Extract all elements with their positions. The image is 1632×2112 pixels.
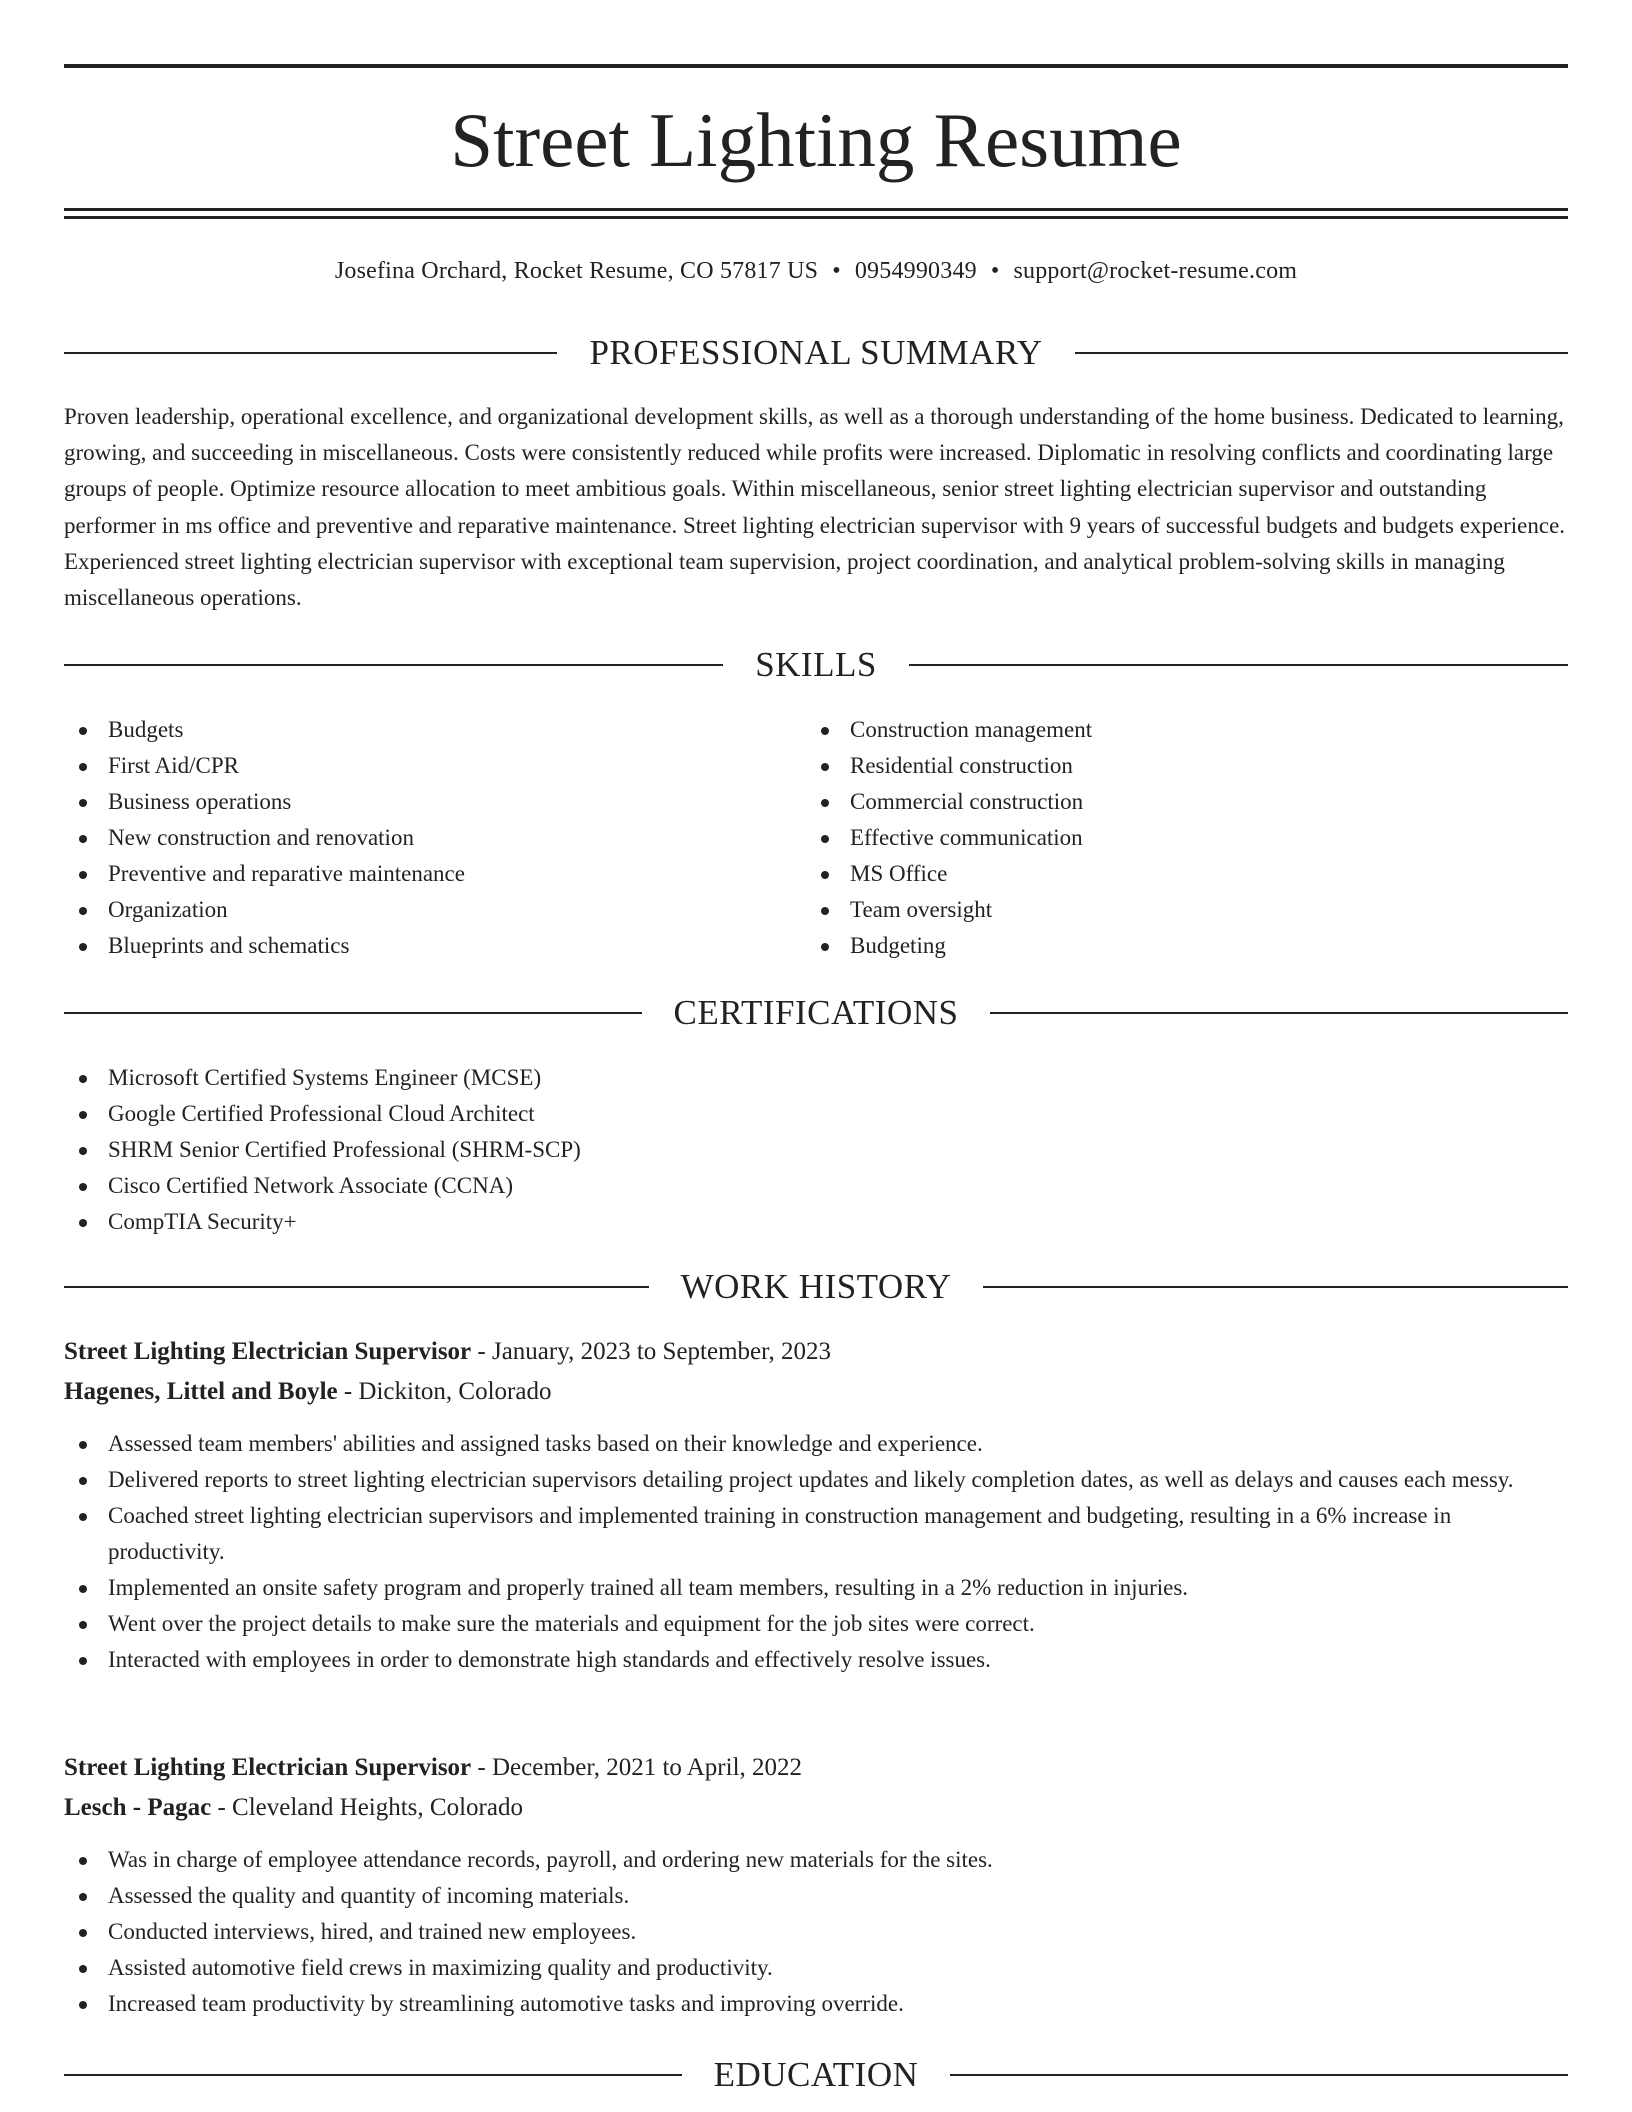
skill-item: First Aid/CPR	[64, 748, 764, 784]
job-title-line	[64, 1750, 1568, 1786]
job-bullet-list	[64, 1426, 1568, 1678]
job-company: Hagenes, Littel and Boyle	[64, 1378, 338, 1405]
skill-item: Construction management	[806, 712, 1506, 748]
skill-item: Effective communication	[806, 820, 1506, 856]
skill-item: Commercial construction	[806, 784, 1506, 820]
heading-rule	[909, 664, 1568, 666]
summary-heading: PROFESSIONAL SUMMARY	[589, 333, 1043, 372]
skill-item: Preventive and reparative maintenance	[64, 856, 764, 892]
title-rule-upper	[64, 208, 1568, 211]
work-history-section-heading	[64, 1264, 1568, 1310]
job-bullet: Conducted interviews, hired, and trained new employees.	[64, 1914, 1568, 1950]
job-company-line	[64, 1790, 1568, 1826]
job-bullet-list	[64, 1842, 1568, 2022]
skills-section-heading	[64, 642, 1568, 688]
skill-item: Budgeting	[806, 928, 1506, 964]
job-bullet: Assessed team members' abilities and assigned tasks based on their knowledge and experience.	[64, 1426, 1568, 1462]
job-bullet: Delivered reports to street lighting electrician supervisors detailing project updates and likely completion dates, as well as delays and causes each messy.	[64, 1462, 1568, 1498]
job-location: - Dickiton, Colorado	[337, 1378, 552, 1405]
skill-item: Residential construction	[806, 748, 1506, 784]
job-company-line	[64, 1374, 1568, 1410]
education-section-heading	[64, 2052, 1568, 2098]
job-bullet: Implemented an onsite safety program and properly trained all team members, resulting in a 2% reduction in injuries.	[64, 1570, 1568, 1606]
summary-text: Proven leadership, operational excellence, and organizational development skills, as well as a thorough understanding of the home business. Dedicated to learning, growing, and succeeding in miscellaneous. Costs were consistently reduced while profits were increased. Diplomatic in resolving conflicts and coordinating large groups of people. Optimize resource allocation to meet ambitious goals. Within miscellaneous, senior street lighting electrician supervisor and outstanding performer in ms office and preventive and reparative maintenance. Street lighting electrician supervisor with 9 years of successful budgets and budgets experience. Experienced street lighting electrician supervisor with exceptional team supervision, project coordination, and analytical problem-solving skills in managing miscellaneous operations.	[64, 404, 1566, 611]
education-heading: EDUCATION	[713, 2055, 919, 2094]
contact-phone: 0954990349	[854, 258, 977, 284]
job-bullet: Assisted automotive field crews in maximizing quality and productivity.	[64, 1950, 1568, 1986]
skills-list-left	[64, 712, 764, 964]
skill-item: MS Office	[806, 856, 1506, 892]
heading-rule	[983, 1286, 1568, 1288]
skill-item: Business operations	[64, 784, 764, 820]
top-rule	[64, 64, 1568, 68]
work-history-heading: WORK HISTORY	[680, 1267, 952, 1306]
skill-item: Team oversight	[806, 892, 1506, 928]
heading-rule	[64, 352, 557, 354]
heading-rule	[64, 664, 723, 666]
job-dates: - January, 2023 to September, 2023	[471, 1338, 831, 1365]
skill-item: Blueprints and schematics	[64, 928, 764, 964]
title-rule-lower	[64, 216, 1568, 219]
job-dates: - December, 2021 to April, 2022	[471, 1754, 803, 1781]
certification-item: SHRM Senior Certified Professional (SHRM-SCP)	[64, 1132, 1064, 1168]
job-bullet: Was in charge of employee attendance records, payroll, and ordering new materials for the sites.	[64, 1842, 1568, 1878]
certifications-heading: CERTIFICATIONS	[673, 993, 959, 1032]
job-company: Lesch - Pagac	[64, 1794, 212, 1821]
job-title: Street Lighting Electrician Supervisor	[64, 1754, 472, 1781]
job-location: - Cleveland Heights, Colorado	[211, 1794, 523, 1821]
heading-rule	[64, 1012, 642, 1014]
skill-item: Budgets	[64, 712, 764, 748]
resume-title: Street Lighting Resume	[450, 97, 1182, 183]
job-bullet: Increased team productivity by streamlining automotive tasks and improving override.	[64, 1986, 1568, 2022]
summary-section-heading	[64, 330, 1568, 376]
skill-item: Organization	[64, 892, 764, 928]
skill-item: New construction and renovation	[64, 820, 764, 856]
job-bullet: Went over the project details to make sure the materials and equipment for the job sites were correct.	[64, 1606, 1568, 1642]
certifications-section-heading	[64, 990, 1568, 1036]
contact-separator: •	[832, 258, 841, 284]
heading-rule	[990, 1012, 1568, 1014]
job-title-line	[64, 1334, 1568, 1370]
skills-heading: SKILLS	[755, 645, 877, 684]
job-title: Street Lighting Electrician Supervisor	[64, 1338, 472, 1365]
contact-line	[64, 254, 1568, 288]
certification-item: CompTIA Security+	[64, 1204, 1064, 1240]
contact-separator: •	[990, 258, 1000, 284]
contact-address: Josefina Orchard, Rocket Resume, CO 57817 US	[334, 258, 819, 284]
certification-item: Microsoft Certified Systems Engineer (MCSE)	[64, 1060, 1064, 1096]
contact-email: support@rocket-resume.com	[1013, 258, 1298, 284]
job-bullet: Assessed the quality and quantity of incoming materials.	[64, 1878, 1568, 1914]
job-bullet: Coached street lighting electrician supervisors and implemented training in construction management and budgeting, resulting in a 6% increase in productivity.	[64, 1498, 1568, 1570]
skills-list-right	[806, 712, 1506, 964]
heading-rule	[950, 2074, 1568, 2076]
heading-rule	[64, 2074, 682, 2076]
heading-rule	[1075, 352, 1568, 354]
certification-item: Google Certified Professional Cloud Architect	[64, 1096, 1064, 1132]
heading-rule	[64, 1286, 649, 1288]
job-bullet: Interacted with employees in order to demonstrate high standards and effectively resolve issues.	[64, 1642, 1568, 1678]
certifications-list	[64, 1060, 1064, 1240]
certification-item: Cisco Certified Network Associate (CCNA)	[64, 1168, 1064, 1204]
